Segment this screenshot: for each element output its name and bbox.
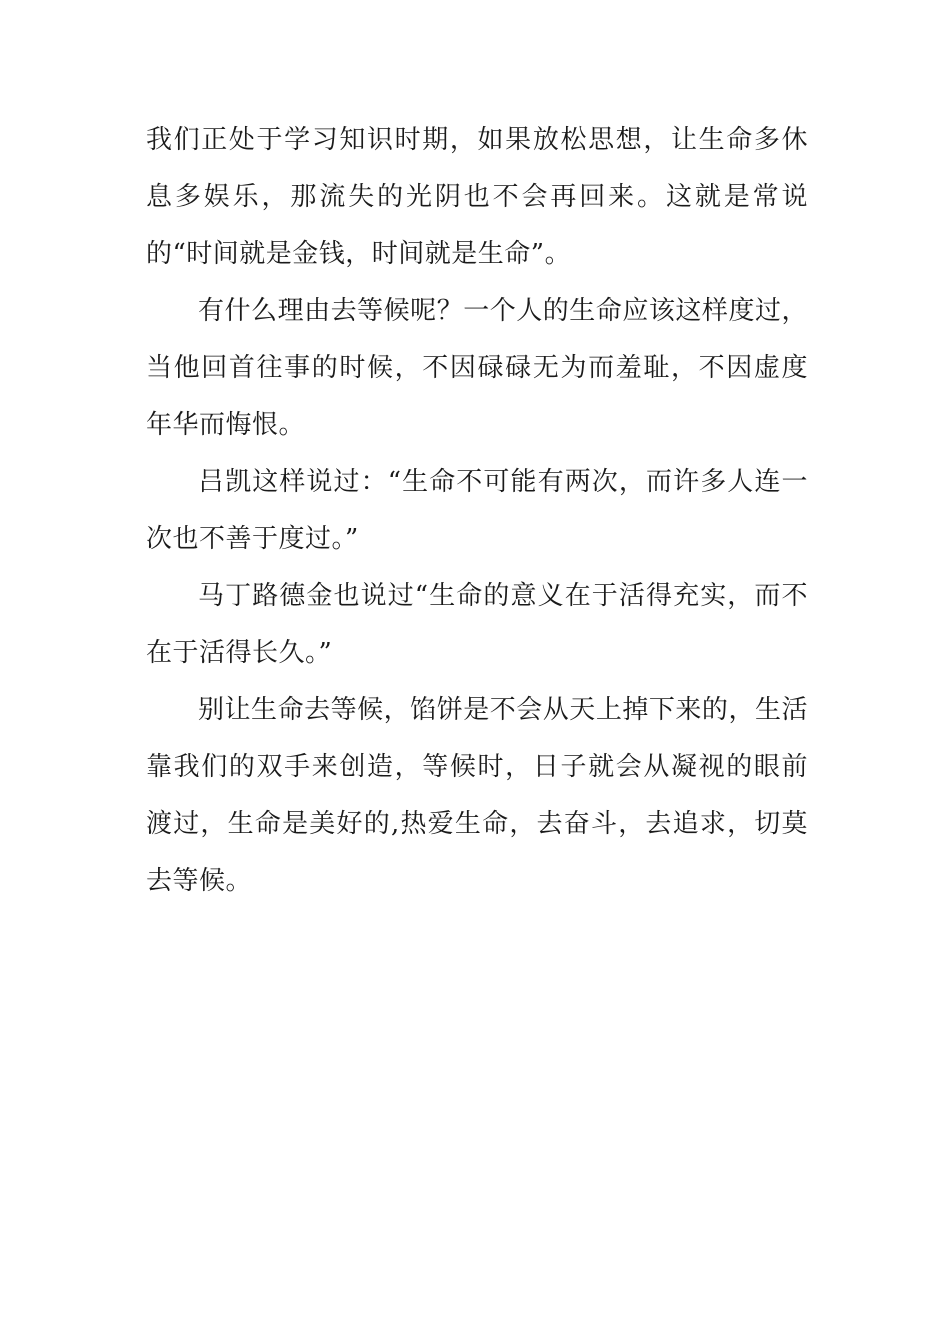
paragraph-4: 马丁路德金也说过“生命的意义在于活得充实，而不在于活得长久。” bbox=[146, 581, 808, 668]
paragraph-3: 吕凯这样说过：“生命不可能有两次，而许多人连一次也不善于度过。” bbox=[146, 467, 808, 554]
document-body bbox=[146, 112, 808, 910]
paragraph-2: 有什么理由去等候呢？一个人的生命应该这样度过，当他回首往事的时候，不因碌碌无为而羞耻，不因虚度年华而悔恨。 bbox=[146, 296, 808, 440]
paragraph-1: 我们正处于学习知识时期，如果放松思想，让生命多休息多娱乐，那流失的光阴也不会再回来。这就是常说的“时间就是金钱，时间就是生命”。 bbox=[146, 125, 808, 269]
paragraph-5: 别让生命去等候，馅饼是不会从天上掉下来的，生活靠我们的双手来创造，等候时，日子就会从凝视的眼前渡过，生命是美好的,热爱生命，去奋斗，去追求，切莫去等候。 bbox=[146, 695, 808, 896]
